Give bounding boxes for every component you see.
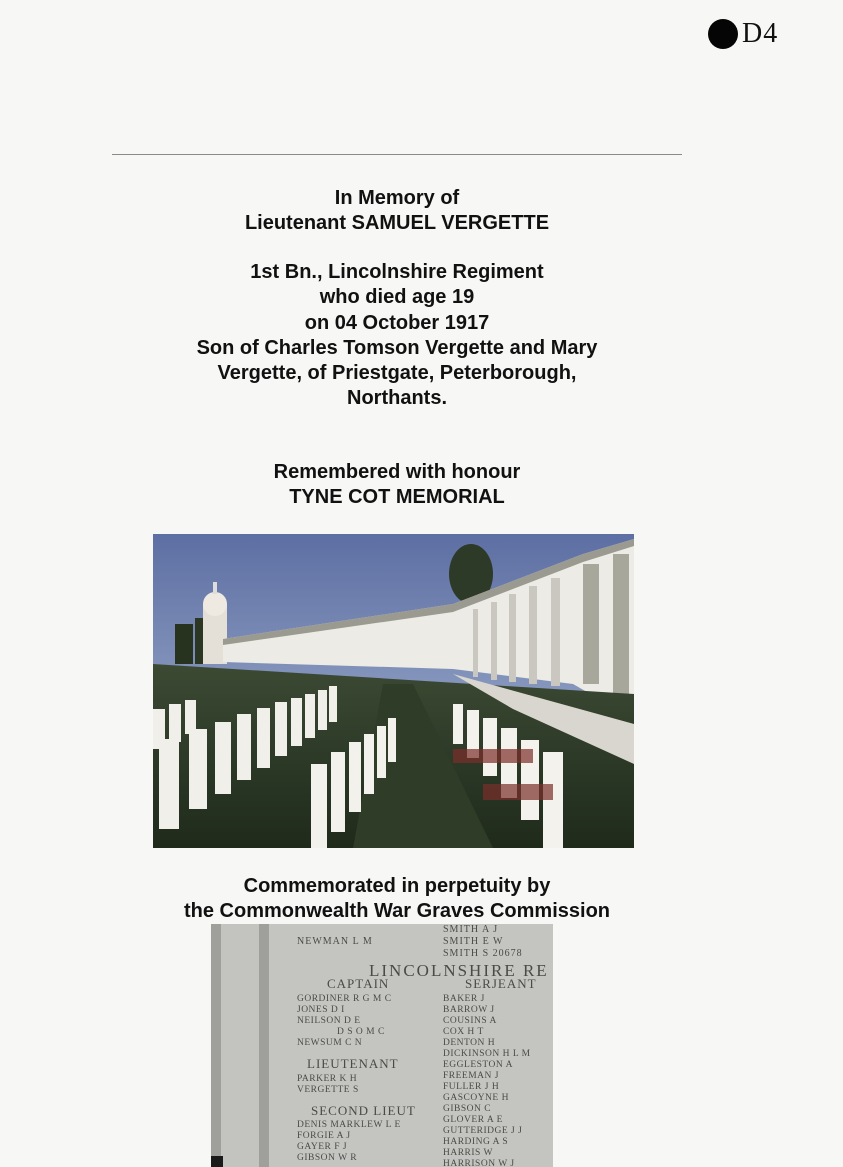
- detail-line-date: on 04 October 1917: [304, 311, 490, 334]
- heading-line-1: In Memory of: [334, 187, 460, 209]
- panel-captain-4: D S O M C: [337, 1027, 385, 1037]
- page-tag-label: D4: [742, 18, 779, 49]
- panel-serjeant-16: HARRISON W J: [443, 1159, 515, 1167]
- panel-serjeant-10: GASCOYNE H: [443, 1093, 509, 1103]
- panel-serjeant-1: BAKER J: [443, 994, 485, 1004]
- commemorated-block: [112, 874, 682, 925]
- panel-serjeant-8: FREEMAN J: [443, 1071, 499, 1081]
- tyne-cot-photo: [153, 534, 634, 848]
- detail-line-parents-2: Vergette, of Priestgate, Peterborough,: [217, 362, 577, 385]
- panel-lieutenant-1: PARKER K H: [297, 1074, 358, 1084]
- panel-heading-serjeant: SERJEANT: [465, 976, 537, 991]
- remembered-line-2: TYNE COT MEMORIAL: [289, 486, 505, 509]
- heading-line-2: Lieutenant SAMUEL VERGETTE: [244, 212, 550, 235]
- page-tag: [708, 16, 778, 52]
- panel-second-lieut-4: GIBSON W R: [297, 1153, 358, 1163]
- remembered-line-1: Remembered with honour: [273, 461, 521, 483]
- panel-serjeant-3: COUSINS A: [443, 1016, 497, 1026]
- panel-captain-2: JONES D I: [297, 1005, 345, 1015]
- panel-serjeant-15: HARRIS W: [443, 1148, 494, 1158]
- panel-heading-second-lieut: SECOND LIEUT: [311, 1103, 416, 1118]
- panel-col2-name-2: SMITH E W: [443, 936, 504, 947]
- panel-serjeant-13: GUTTERIDGE J J: [443, 1126, 523, 1136]
- panel-col1-name: NEWMAN L M: [297, 936, 373, 947]
- detail-line-unit: 1st Bn., Lincolnshire Regiment: [250, 261, 544, 283]
- panel-serjeant-11: GIBSON C: [443, 1104, 492, 1114]
- panel-serjeant-2: BARROW J: [443, 1005, 495, 1015]
- detail-line-parents-3: Northants.: [347, 387, 447, 410]
- panel-second-lieut-2: FORGIE A J: [297, 1131, 351, 1141]
- panel-serjeant-5: DENTON H: [443, 1038, 496, 1048]
- panel-second-lieut-1: DENIS MARKLEW L E: [297, 1120, 401, 1130]
- panel-captain-3: NEILSON D E: [297, 1016, 361, 1026]
- panel-col2-name-3: SMITH S 20678: [443, 948, 523, 959]
- panel-serjeant-9: FULLER J H: [443, 1082, 500, 1092]
- panel-serjeant-14: HARDING A S: [443, 1137, 509, 1147]
- memorial-heading: [112, 186, 682, 237]
- panel-serjeant-4: COX H T: [443, 1027, 484, 1037]
- panel-col2-name-1: SMITH A J: [443, 924, 499, 935]
- panel-heading-captain: CAPTAIN: [327, 976, 390, 991]
- panel-serjeant-6: DICKINSON H L M: [443, 1049, 531, 1059]
- panel-second-lieut-3: GAYER F J: [297, 1142, 348, 1152]
- detail-line-parents-1: Son of Charles Tomson Vergette and Mary: [196, 336, 598, 359]
- memorial-panel-photo: [211, 924, 553, 1167]
- panel-regiment: LINCOLNSHIRE RE: [369, 961, 549, 980]
- detail-line-age: who died age 19: [319, 286, 475, 309]
- page-tag-dot: [708, 19, 738, 49]
- panel-heading-lieutenant: LIEUTENANT: [307, 1056, 399, 1071]
- panel-captain-1: GORDINER R G M C: [297, 994, 392, 1004]
- remembered-block: [112, 460, 682, 511]
- panel-captain-5: NEWSUM C N: [297, 1038, 363, 1048]
- top-rule: [112, 154, 682, 155]
- panel-serjeant-12: GLOVER A E: [443, 1115, 503, 1125]
- commemorated-line-1: Commemorated in perpetuity by: [243, 875, 551, 897]
- service-details: [112, 260, 682, 412]
- commemorated-line-2: the Commonwealth War Graves Commission: [183, 900, 610, 923]
- panel-serjeant-7: EGGLESTON A: [443, 1060, 513, 1070]
- panel-lieutenant-2: VERGETTE S: [297, 1085, 359, 1095]
